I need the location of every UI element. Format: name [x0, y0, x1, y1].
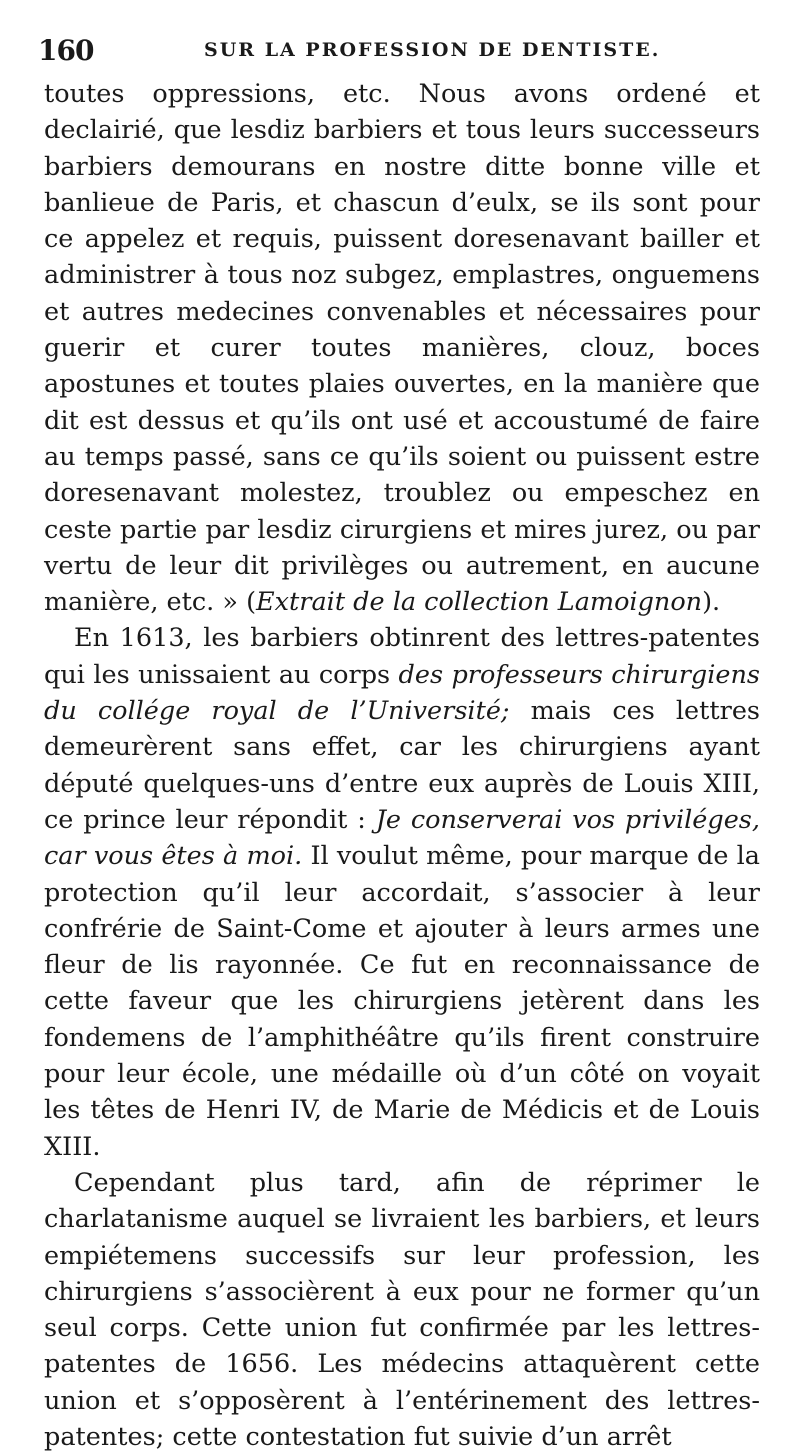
paragraph-2-text-a: En 1613, les barbiers obtinrent des lettres-patentes qui les unissaient au corps [44, 623, 760, 690]
paragraph-3-text: Cependant plus tard, afin de réprimer le charlatanisme auquel se livraient les barbiers, et leurs empiétemens successifs sur leur profession, les chirurgiens s’associèrent à eux pour ne former qu’un seul corps. Cette union fut confirmée par les lettres-patentes de 1656. Les médecins attaquèrent cette union et s’opposèrent à l’entérinement des lettres-patentes; cette contestation fut suivie d’un arrêt [44, 1167, 760, 1452]
page-header [38, 34, 760, 67]
body-text [44, 76, 760, 1455]
paragraph-2 [44, 620, 760, 1164]
page-number: 160 [38, 34, 94, 67]
paragraph-1-end: ). [702, 587, 721, 618]
running-head: SUR LA PROFESSION DE DENTISTE. [204, 39, 661, 61]
paragraph-2-text-c: Il voulut même, pour marque de la protection qu’il leur accordait, s’associer à leur confrérie de Saint-Come et ajouter à leurs armes une fleur de lis rayonnée. Ce fut en reconnaissance de cette faveur que les chirurgiens jetèrent dans les fondemens de l’amphithéâtre qu’ils firent construire pour leur école, une médaille où d’un côté on voyait les têtes de Henri IV, de Marie de Médicis et de Louis XIII. [44, 841, 760, 1162]
paragraph-1 [44, 76, 760, 620]
paragraph-2-italic-a: des professeurs chirurgiens du collége royal de l’Université; [44, 659, 761, 727]
paragraph-1-text: toutes oppressions, etc. Nous avons ordené et declairié, que lesdiz barbiers et tous leurs successeurs barbiers demourans en nostre ditte bonne ville et banlieue de Paris, et chascun d’eulx, se ils sont pour ce appelez et requis, puissent doresenavant bailler et administrer à tous noz subgez, emplastres, onguemens et autres medecines convenables et nécessaires pour guerir et curer toutes manières, clouz, boces apostunes et toutes plaies ouvertes, en la manière que dit est dessus et qu’ils ont usé et accoustumé de faire au temps passé, sans ce qu’ils soient ou puissent estre doresenavant molestez, troublez ou empeschez en ceste partie par lesdiz cirurgiens et mires jurez, ou par vertu de leur dit privilèges ou autrement, en aucune manière, etc. » ( [44, 79, 760, 618]
paragraph-1-citation: Extrait de la collection Lamoignon [256, 587, 703, 618]
paragraph-3 [44, 1165, 760, 1455]
paragraph-2-quote: Je conserverai vos priviléges, car vous êtes à moi. [44, 804, 760, 872]
paragraph-2-text-b: mais ces lettres demeurèrent sans effet, car les chirurgiens ayant député quelques-uns d’entre eux auprès de Louis XIII, ce prince leur répondit : [44, 696, 761, 835]
